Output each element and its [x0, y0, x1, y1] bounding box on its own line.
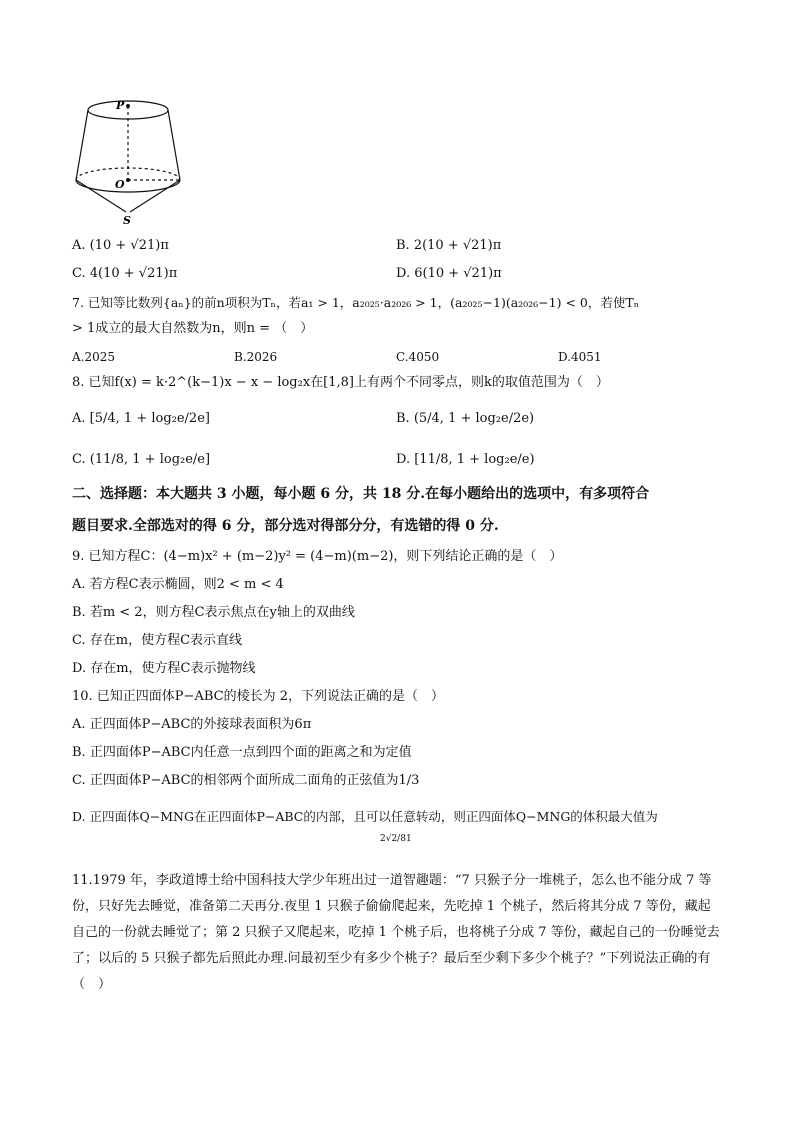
q7-option-b: B.2026 [234, 350, 278, 364]
point-p [126, 104, 130, 108]
left-edge [76, 110, 88, 180]
q8-option-d: D. [11/8, 1 + log₂e/e) [396, 452, 535, 467]
q7-stem-line2: > 1成立的最大自然数为n，则n = （ ） [72, 321, 314, 336]
q9-option-b: B. 若m < 2，则方程C表示焦点在y轴上的双曲线 [72, 605, 355, 620]
section2-heading-line2: 题目要求.全部选对的得 6 分，部分选对得部分分，有选错的得 0 分. [72, 518, 499, 534]
q10-option-b: B. 正四面体P−ABC内任意一点到四个面的距离之和为定值 [72, 745, 412, 760]
q8-option-c: C. (11/8, 1 + log₂e/e] [72, 452, 211, 467]
q7-option-d: D.4051 [558, 350, 602, 364]
q9-option-d: D. 存在m，使方程C表示抛物线 [72, 661, 256, 676]
q7-option-a: A.2025 [72, 350, 116, 364]
q6-option-a: A. (10 + √21)π [72, 238, 169, 253]
q9-stem: 9. 已知方程C：(4−m)x² + (m−2)y² = (4−m)(m−2)，则下列结论正确的是（ ） [72, 549, 563, 564]
q10-option-d: D. 正四面体Q−MNG在正四面体P−ABC的内部，且可以任意转动，则正四面体Q−MNG的体积最大值为 [72, 809, 658, 824]
q8-option-b: B. (5/4, 1 + log₂e/2e) [396, 411, 535, 426]
cone-right [130, 180, 180, 212]
q6-option-b: B. 2(10 + √21)π [396, 238, 502, 253]
point-o [126, 178, 130, 182]
q6-option-d: D. 6(10 + √21)π [396, 266, 502, 281]
q10-stem: 10. 已知正四面体P−ABC的棱长为 2，下列说法正确的是（ ） [72, 689, 444, 704]
q9-option-c: C. 存在m，使方程C表示直线 [72, 633, 243, 648]
top-ellipse [88, 101, 168, 119]
label-o: O [115, 178, 125, 191]
q10-option-c: C. 正四面体P−ABC的相邻两个面所成二面角的正弦值为1/3 [72, 773, 420, 788]
geometry-figure [72, 98, 192, 228]
q8-stem: 8. 已知f(x) = k·2^(k−1)x − x − log₂x在[1,8]上有两个不同零点，则k的取值范围为（ ） [72, 375, 609, 390]
label-p: P [116, 99, 125, 112]
q11-text: 11.1979 年，李政道博士给中国科技大学少年班出过一道智趣题：“7 只猴子分一堆桃子，怎么也不能分成 7 等份，只好先去睡觉，准备第二天再分.夜里 1 只猴子偷偷爬起来，先吃掉 1 个桃子，然后将其分成 7 等份，藏起自己的一份就去睡觉了；第 2 只猴子又爬起来，吃掉 1 个桃子后，也将桃子分成 7 等份，藏起自己的一份睡觉去了；以后的 5 只猴子都先后照此办理.问最初至少有多少个桃子？最后至少剩下多少个桃子？”下列说法正确的有（ ） [72, 873, 720, 992]
section2-heading-line1: 二、选择题：本大题共 3 小题，每小题 6 分，共 18 分.在每小题给出的选项中，有多项符合 [72, 486, 650, 502]
q7-option-c: C.4050 [396, 350, 440, 364]
right-edge [168, 110, 180, 180]
q9-option-a: A. 若方程C表示椭圆，则2 < m < 4 [72, 577, 284, 592]
q8-option-a: A. [5/4, 1 + log₂e/2e] [72, 411, 210, 426]
q10-option-a: A. 正四面体P−ABC的外接球表面积为6π [72, 717, 312, 732]
q7-stem-line1: 7. 已知等比数列{aₙ}的前n项积为Tₙ，若a₁ > 1，a₂₀₂₅·a₂₀₂₆ > 1，(a₂₀₂₅−1)(a₂₀₂₆−1) < 0，若使Tₙ [72, 295, 640, 310]
q10-option-d-value: 2√2/81 [380, 834, 412, 844]
q6-option-c: C. 4(10 + √21)π [72, 266, 178, 281]
label-s: S [123, 214, 131, 227]
